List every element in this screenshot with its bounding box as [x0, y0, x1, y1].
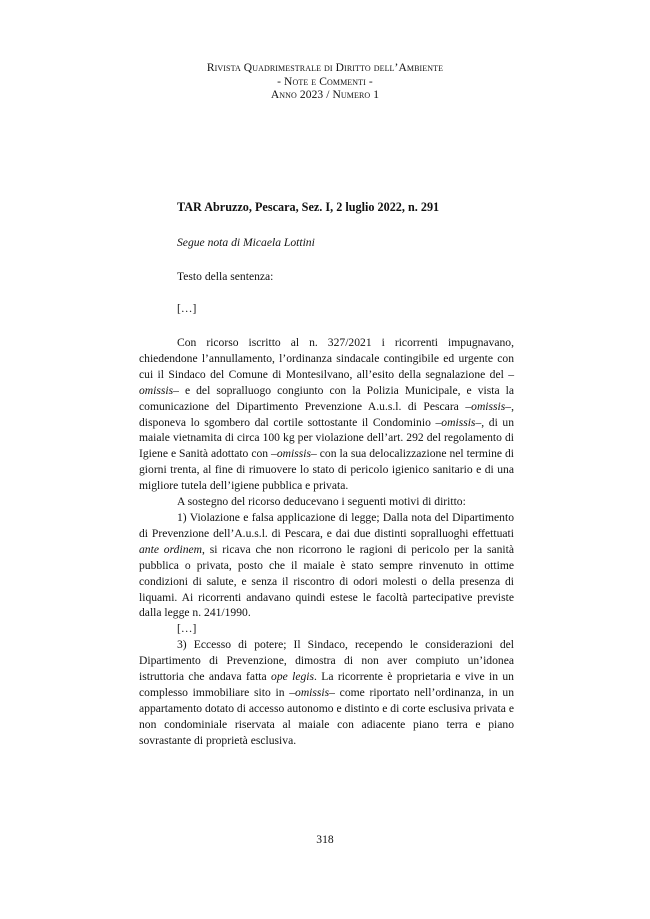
paragraph-2: A sostegno del ricorso deducevano i seguenti motivi di diritto: [177, 495, 466, 509]
paragraph-4 [139, 637, 514, 748]
journal-section: - Note e Commenti - [277, 75, 373, 88]
italic-segment: ante ordinem [139, 542, 203, 556]
author-note: Segue nota di Micaela Lottini [177, 236, 315, 249]
italic-segment: omissis [471, 399, 506, 413]
text-segment: , si ricava che non ricorrono le ragioni di pericolo per la sanità pubblica o privata, posto che il maiale è stato sempre rinvenuto in ottime condizioni di salute, e senza il riscontro di odori molesti o della presenza di liquami. Ai ricorrenti andavano quindi estese le facoltà partecipative previste dalla legge n. 241/1990. [139, 542, 514, 620]
italic-segment: omissis [139, 383, 174, 397]
journal-title: Rivista Quadrimestrale di Diritto dell’Ambiente [206, 62, 444, 74]
text-segment: 3) Eccesso di potere; Il Sindaco, recependo le considerazioni del Dipartimento di Prevenzione, dimostra di non aver compiuto un’idonea istruttoria che andava fatta [139, 638, 514, 684]
text-segment: – con la sua delocalizzazione nel termine di giorni trenta, al fine di rimuovere lo stato di pericolo igienico sanitario e di una migliore tutela dell’igiene pubblica e privata. [139, 447, 514, 493]
italic-segment: omissis [276, 447, 311, 461]
paragraph-1 [139, 335, 514, 494]
text-segment: – e del sopralluogo congiunto con la Polizia Municipale, e vista la comunicazione del Dipartimento Prevenzione A.u.s.l. di Pescara – [139, 383, 514, 413]
judgment-text [139, 335, 514, 749]
text-segment: . La ricorrente è proprietaria e vive in un complesso immobiliare sito in – [139, 670, 514, 699]
page-content [139, 200, 514, 749]
text-segment: – come riportato nell’ordinanza, in un appartamento dotato di accesso autonomo e distinto e di corte esclusiva privata e non condominiale riservata al maiale con adiacente piano terra e piano sovrastante di proprietà esclusiva. [139, 685, 514, 747]
page-number: 318 [316, 833, 334, 846]
text-segment: Con ricorso iscritto al n. 327/2021 i ricorrenti impugnavano, chiedendone l’annullamento, l’ordinanza sindacale contingibile ed urgente con cui il Sindaco del Comune di Montesilvano, all’esito della segnalazione del – [139, 336, 514, 381]
paragraph-3 [139, 510, 514, 621]
section-lead: Testo della sentenza: [177, 270, 274, 283]
text-segment: –, di un maiale vietnamita di circa 100 kg per violazione dell’art. 292 del regolamento di Igiene e Sanità adottato con – [139, 415, 514, 461]
italic-segment: ope legis [271, 670, 315, 684]
document-title: TAR Abruzzo, Pescara, Sez. I, 2 luglio 2022, n. 291 [177, 200, 440, 214]
omission-marker-2: […] [177, 622, 197, 636]
journal-issue: Anno 2023 / Numero 1 [270, 89, 380, 101]
text-segment: 1) Violazione e falsa applicazione di legge; Dalla nota del Dipartimento di Prevenzione dell’A.u.s.l. di Pescara, e dai due distinti sopralluoghi effettuati [139, 510, 514, 540]
italic-segment: omissis [441, 415, 476, 429]
italic-segment: omissis [295, 685, 330, 699]
text-segment: –, disponeva lo sgombero dal cortile sottostante il Condominio – [139, 399, 514, 429]
journal-header [0, 62, 650, 103]
omission-marker: […] [177, 302, 197, 315]
